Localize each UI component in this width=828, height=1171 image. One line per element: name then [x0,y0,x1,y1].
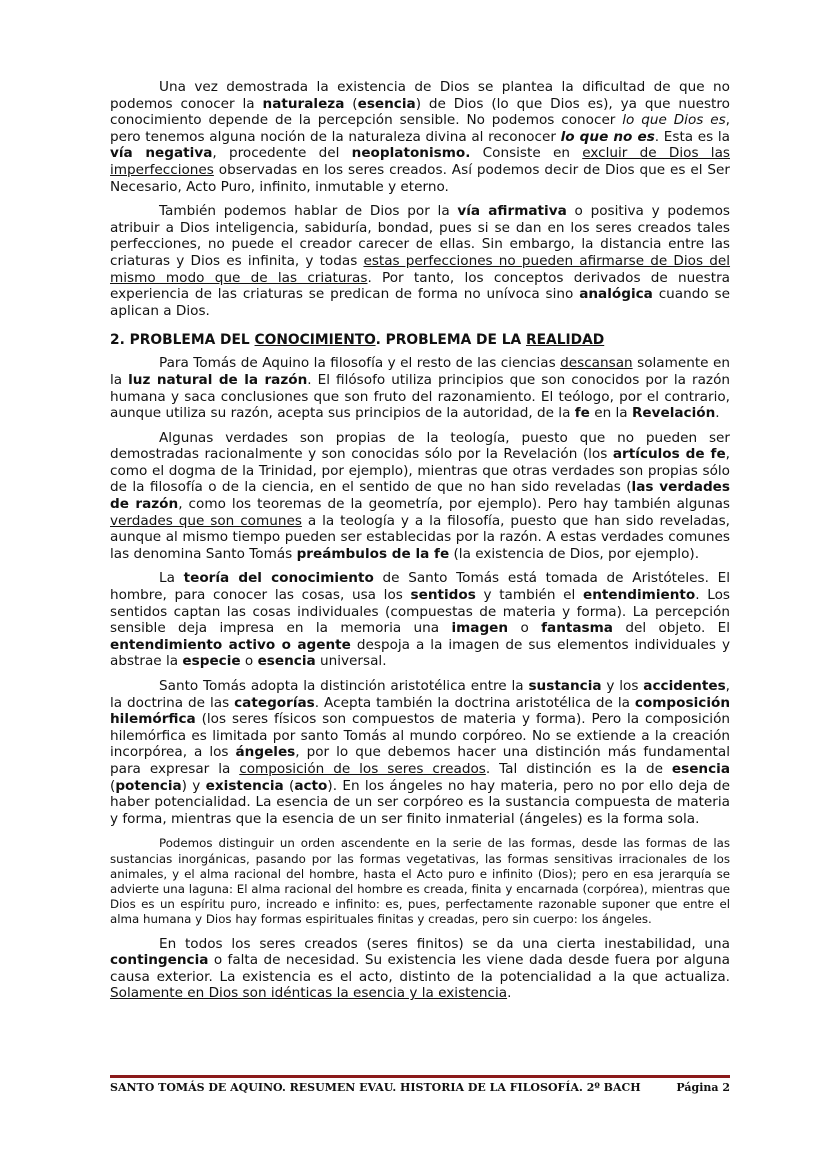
footer-title: SANTO TOMÁS DE AQUINO. RESUMEN EVAU. HISTORIA DE LA FILOSOFÍA. 2º BACH [110,1081,641,1094]
paragraph-orden-formas: Podemos distinguir un orden ascendente en la serie de las formas, desde las formas de las sustancias inorgánicas, pasando por las formas vegetativas, las formas sensitivas irracionales de los animales, y el alma racional del hombre, hasta el Acto puro e infinito (Dios); pero en esa jerarquía se advierte una laguna: El alma racional del hombre es creada, finita y encarnada (corpórea), mientras que Dios es un espíritu puro, increado e infinito: es, pues, perfectamente razonable suponer que entre el alma humana y Dios hay formas espirituales finitas y creadas, pero sin cuerpo: los ángeles. [110,836,730,927]
paragraph-verdades: Algunas verdades son propias de la teología, puesto que no pueden ser demostradas racionalmente y son conocidas sólo por la Revelación (los artículos de fe, como el dogma de la Trinidad, por ejemplo), mientras que otras verdades son propias sólo de la filosofía o de la ciencia, en el sentido de que no han sido reveladas (las verdades de razón, como los teoremas de la geometría, por ejemplo). Pero hay también algunas verdades que son comunes a la teología y a la filosofía, puesto que han sido reveladas, aunque al mismo tiempo pueden ser establecidas por la razón. A estas verdades comunes las denomina Santo Tomás preámbulos de la fe (la existencia de Dios, por ejemplo). [110,429,730,562]
paragraph-contingencia: En todos los seres creados (seres finitos) se da una cierta inestabilidad, una contingencia o falta de necesidad. Su existencia les viene dada desde fuera por alguna causa exterior. La existencia es el acto, distinto de la potencialidad a la que actualiza. Solamente en Dios son idénticas la esencia y la existencia. [110,935,730,1002]
section-heading: 2. PROBLEMA DEL CONOCIMIENTO. PROBLEMA DE LA REALIDAD [110,332,605,349]
paragraph-teoria-conocimiento: La teoría del conocimiento de Santo Tomás está tomada de Aristóteles. El hombre, para conocer las cosas, usa los sentidos y también el entendimiento. Los sentidos captan las cosas individuales (compuestas de materia y forma). La percepción sensible deja impresa en la memoria una imagen o fantasma del objeto. El entendimiento activo o agente despoja a la imagen de sus elementos individuales y abstrae la especie o esencia universal. [110,570,730,670]
paragraph-sustancia-accidentes: Santo Tomás adopta la distinción aristotélica entre la sustancia y los accidentes, la doctrina de las categorías. Acepta también la doctrina aristotélica de la composición hilemórfica (los seres físicos son compuestos de materia y forma). Pero la composición hilemórfica es limitada por santo Tomás al mundo corpóreo. No se extiende a la creación incorpórea, a los ángeles, por lo que debemos hacer una distinción más fundamental para expresar la composición de los seres creados. Tal distinción es la de esencia (potencia) y existencia (acto). En los ángeles no hay materia, pero no por ello deja de haber potencialidad. La esencia de un ser corpóreo es la sustancia compuesta de materia y forma, mientras que la esencia de un ser finito inmaterial (ángeles) es la forma sola. [110,678,730,827]
page-number: Página 2 [676,1081,730,1094]
footer-rule [110,1075,730,1078]
page-body [110,79,730,1002]
paragraph-via-negativa: Una vez demostrada la existencia de Dios se plantea la dificultad de que no podemos conocer la naturaleza (esencia) de Dios (lo que Dios es), ya que nuestro conocimiento depende de la percepción sensible. No podemos conocer lo que Dios es, pero tenemos alguna noción de la naturaleza divina al reconocer lo que no es. Esta es la vía negativa, procedente del neoplatonismo. Consiste en excluir de Dios las imperfecciones observadas en los seres creados. Así podemos decir de Dios que es el Ser Necesario, Acto Puro, infinito, inmutable y eterno. [110,79,731,195]
paragraph-luz-natural: Para Tomás de Aquino la filosofía y el resto de las ciencias descansan solamente en la luz natural de la razón. El filósofo utiliza principios que son conocidos por la razón humana y saca conclusiones que son fruto del razonamiento. El teólogo, por el contrario, aunque utiliza su razón, acepta sus principios de la autoridad, de la fe en la Revelación. [110,355,730,422]
paragraph-via-afirmativa: También podemos hablar de Dios por la vía afirmativa o positiva y podemos atribuir a Dios inteligencia, sabiduría, bondad, pues si se dan en los seres creados tales perfecciones, no puede el creador carecer de ellas. Sin embargo, la distancia entre las criaturas y Dios es infinita, y todas estas perfecciones no pueden afirmarse de Dios del mismo modo que de las criaturas. Por tanto, los conceptos derivados de nuestra experiencia de las criaturas se predican de forma no unívoca sino analógica cuando se aplican a Dios. [110,203,731,319]
